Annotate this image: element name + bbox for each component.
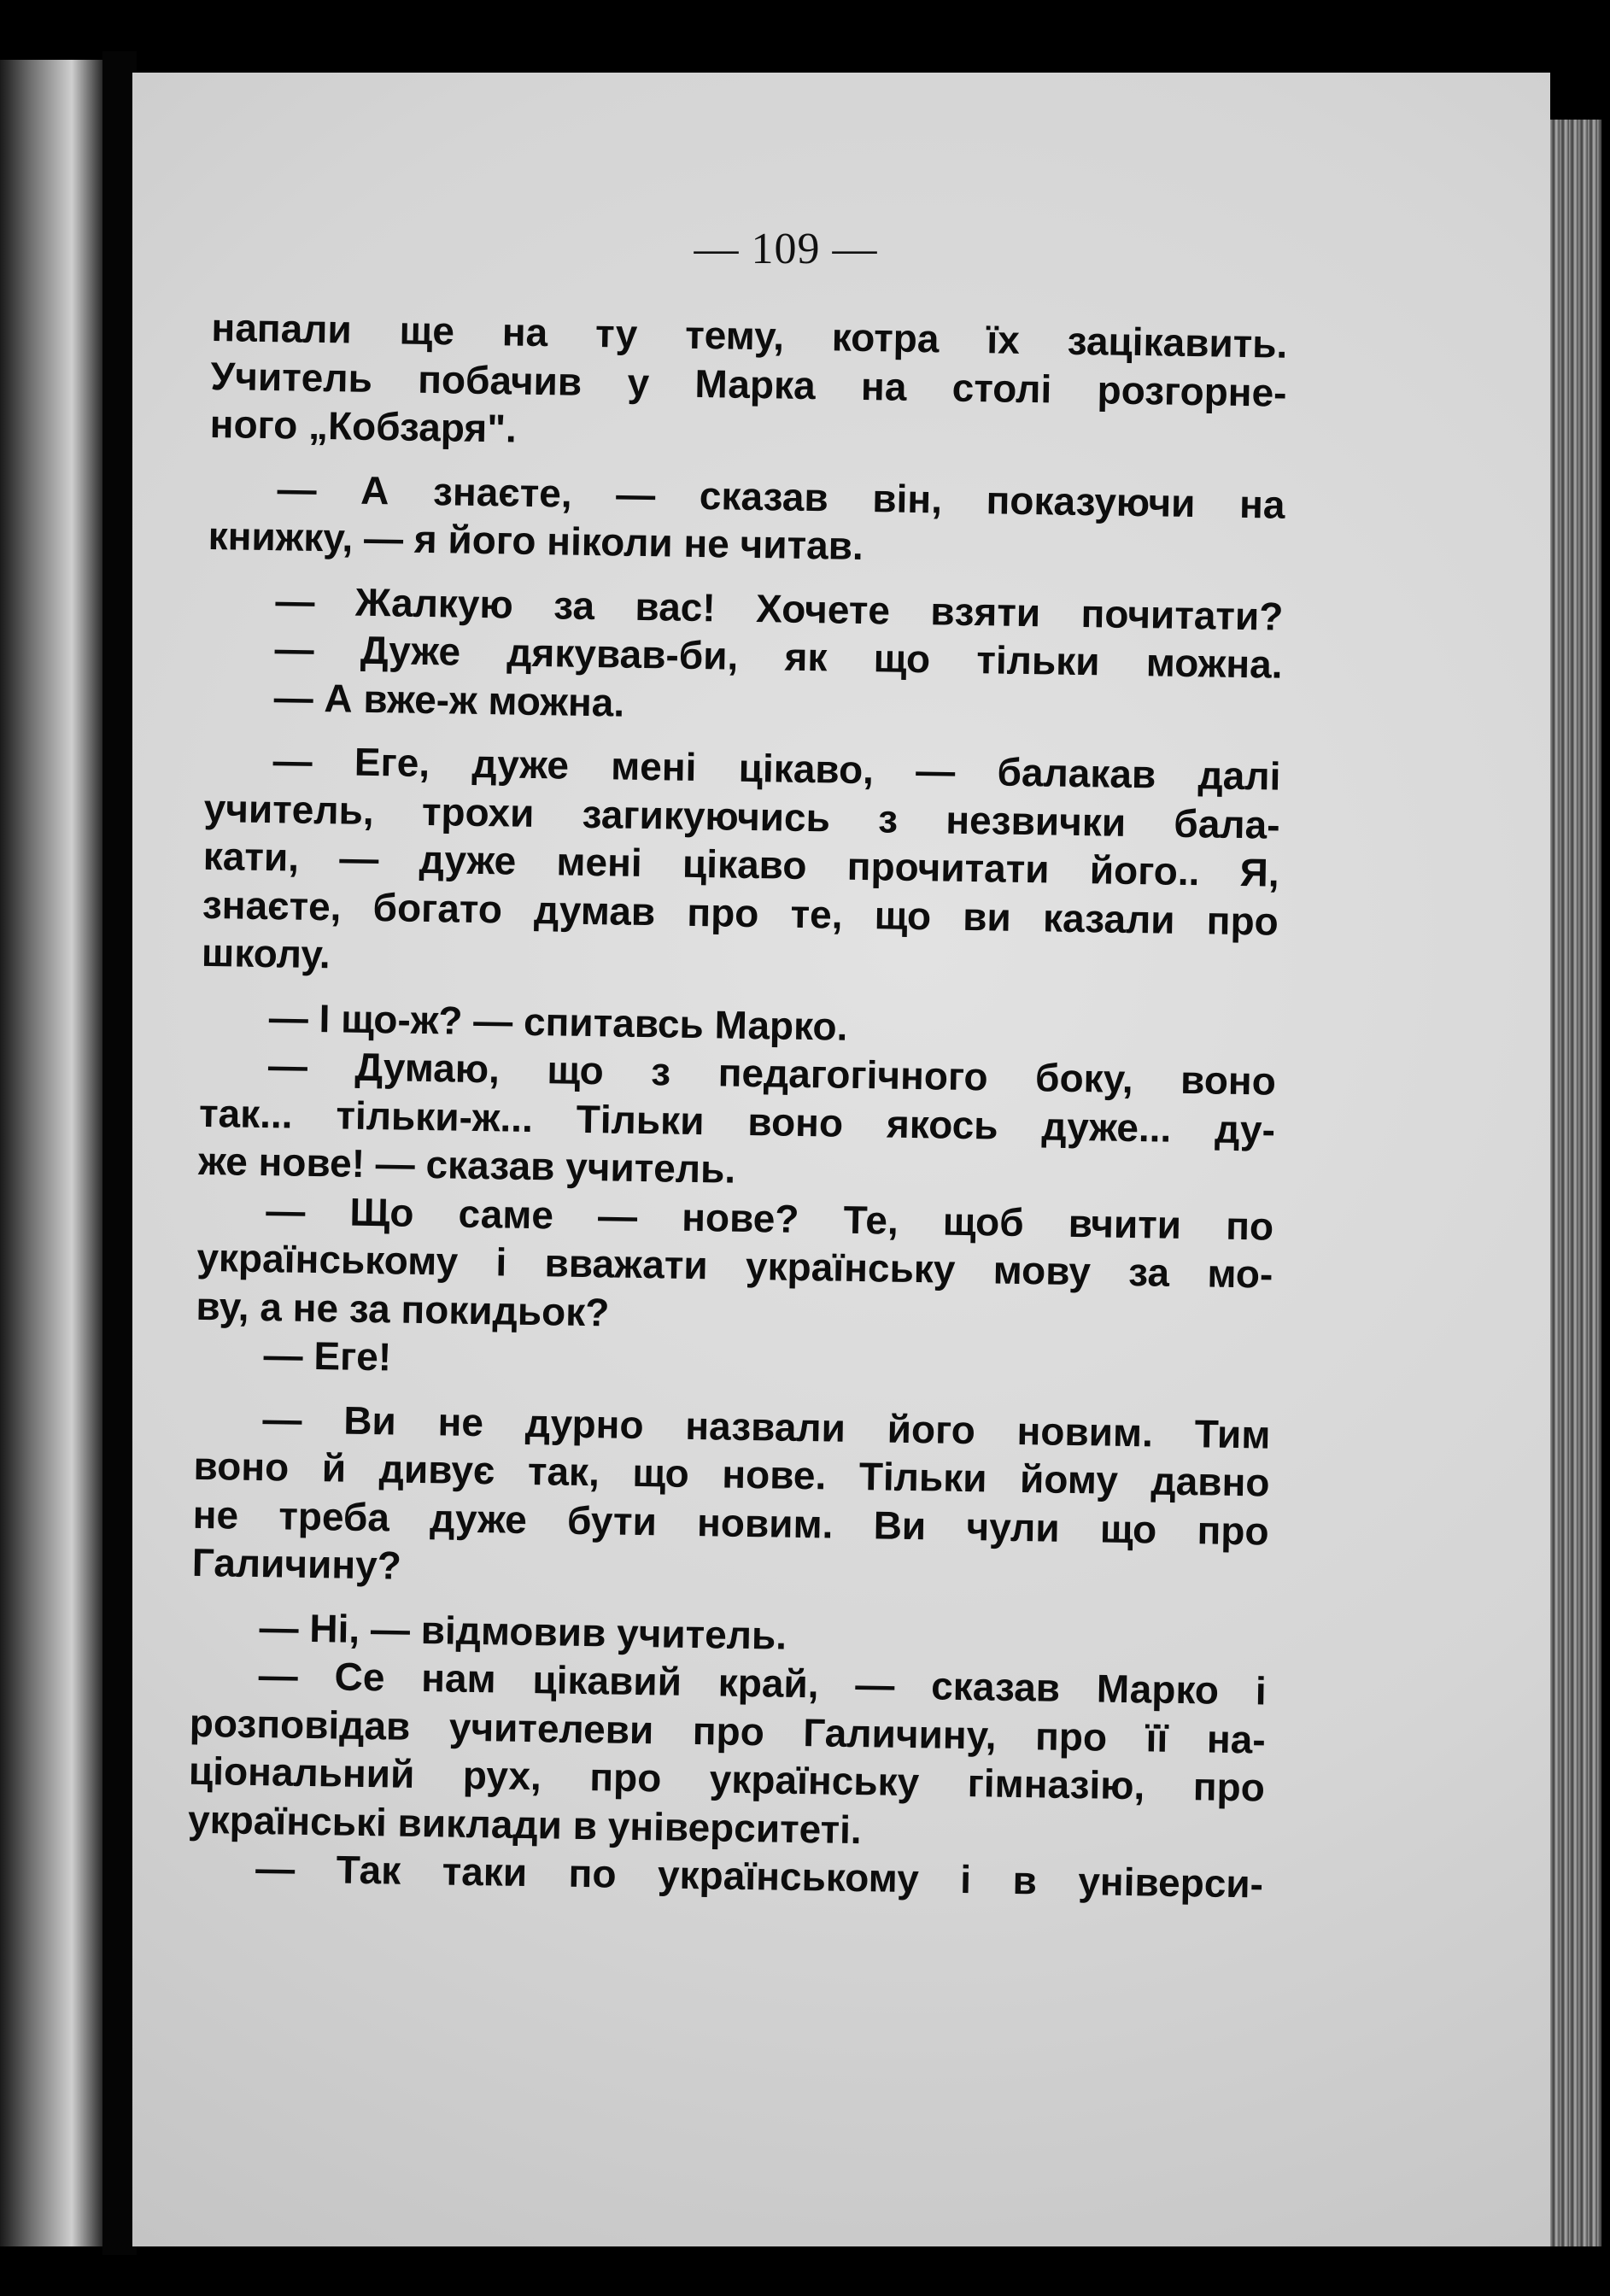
text-line: — І що-ж? — спитавсь Марко. [268,994,848,1049]
text-line: українському і вважати українську мову за мо- [196,1234,1273,1297]
text-line: — А вже-ж можна. [273,674,625,725]
text-line: книжку, — я його ніколи не читав. [208,512,864,569]
text-line: — Жалкую за вас! Хочете взяти почитати? [275,577,1284,639]
page-number: — 109 — [694,225,878,273]
text-line: ву, а не за покидьок? [196,1283,610,1334]
text-line: же нове! — сказав учитель. [197,1138,736,1192]
text-line: — Еге! [263,1332,392,1379]
text-line: не треба дуже бути новим. Ви чули що про [192,1491,1269,1554]
text-line: напали ще на ту тему, котра їх зацікавить. [211,304,1288,366]
right-page-edges [1550,120,1601,2246]
text-line: кати, — дуже мені цікаво прочитати його.. Я, [202,833,1280,895]
text-line: — Се нам цікавий край, — сказав Марко і [258,1653,1268,1713]
text-line: учитель, трохи загикуючись з незвички бала- [203,785,1280,847]
text-line: так... тільки-ж... Тільки воно якось дуже... ду- [198,1090,1276,1152]
text-line: ціональний рух, про українську гімназію, про [188,1748,1266,1810]
text-line: — Ні, — відмовив учитель. [259,1604,787,1658]
text-line: — Еге, дуже мені цікаво, — балакав далі [272,738,1281,799]
book-gutter [102,51,137,2255]
page-body-text [187,303,1288,1908]
text-line: українські виклади в університеті. [187,1796,863,1852]
text-line: — Що саме — нове? Те, щоб вчити по [265,1187,1274,1249]
text-line: — А знаєте, — сказав він, показуючи на [277,466,1285,527]
text-line: ного „Кобзаря". [209,401,518,451]
left-page-edge [0,60,102,2246]
text-line: школу. [201,929,331,977]
text-line: — Так таки по українському і в універси- [255,1846,1264,1906]
text-line: — Думаю, що з педагогічного боку, воно [267,1043,1277,1104]
text-line: розповідав учителеви про Галичину, про її на- [189,1700,1267,1762]
text-line: — Ви не дурно назвали його новим. Тим [262,1396,1271,1457]
text-line: — Дуже дякував-би, як що тільки можна. [274,626,1283,687]
text-line: Галичину? [191,1539,402,1588]
text-line: знаєте, богато думав про те, що ви казали про [202,882,1279,944]
text-line: воно й дивує так, що нове. Тільки йому давно [193,1443,1270,1505]
text-line: Учитель побачив у Марка на столі розгорне- [210,353,1287,415]
